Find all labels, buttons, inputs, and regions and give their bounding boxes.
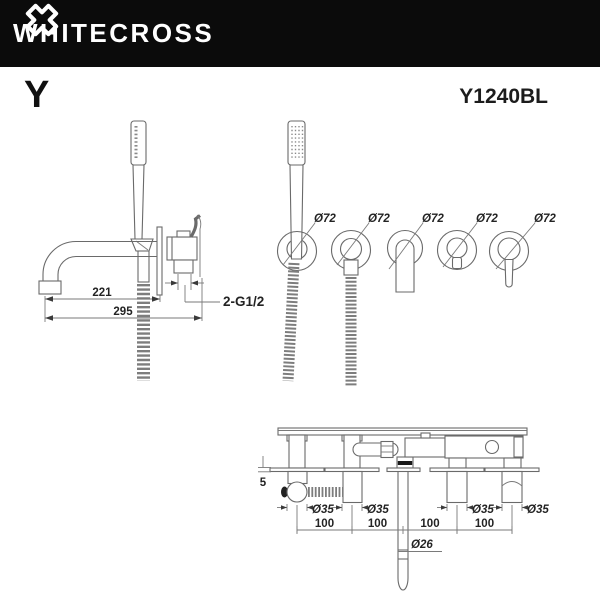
escutcheon-holder	[278, 165, 317, 271]
manifold-bar	[278, 428, 527, 435]
dim-100-label-3: 100	[420, 518, 440, 530]
dia72-label-2: Ø72	[368, 213, 390, 225]
hand-shower-side	[131, 121, 153, 282]
dim-295-label: 295	[113, 306, 133, 318]
dia72-label-4: Ø72	[476, 213, 498, 225]
model-number: Y1240BL	[459, 85, 548, 108]
dim-valve-diameters	[277, 504, 549, 516]
dia72-label-5: Ø72	[534, 213, 556, 225]
escutcheon-spout	[388, 231, 423, 293]
front-diameter-labels	[283, 213, 556, 269]
dia26-label: Ø26	[411, 539, 433, 551]
mixer-side	[167, 215, 201, 277]
dim-5-label: 5	[259, 477, 267, 489]
whitecross-x-icon	[22, 0, 62, 40]
dia35-label-2: Ø35	[367, 504, 389, 516]
dia35-label-1: Ø35	[312, 504, 334, 516]
escutcheon-valve-short	[438, 231, 477, 270]
series-label: Y	[24, 74, 50, 116]
escutcheon-valve-long	[490, 232, 529, 288]
dim-connection	[165, 274, 264, 309]
hose-front-1	[288, 263, 294, 381]
dim-221-label: 221	[92, 287, 112, 299]
dim-100-label-1: 100	[314, 518, 335, 530]
valve4-body-top	[502, 472, 522, 503]
side-view	[39, 121, 264, 381]
spout-body-top	[353, 442, 413, 469]
dim-connection-label: 2-G1/2	[223, 294, 265, 309]
dim-100-label-4: 100	[474, 518, 495, 530]
brand-header	[0, 0, 600, 67]
dia35-label-4: Ø35	[527, 504, 549, 516]
front-view	[278, 121, 557, 386]
holder-top	[281, 482, 343, 502]
hand-shower-front	[288, 121, 305, 165]
dim-plate-5	[258, 456, 271, 489]
escutcheon-hose-outlet	[332, 231, 371, 276]
dia72-label-3: Ø72	[422, 213, 444, 225]
mixer-block-top	[405, 433, 523, 458]
mixer-lever	[191, 216, 200, 238]
escutcheon-plates-top	[270, 468, 539, 472]
wall-plate-side	[157, 227, 162, 295]
top-view	[258, 428, 549, 590]
brand-name: WHITECROSS	[13, 18, 215, 48]
dim-100-label-2: 100	[367, 518, 388, 530]
dia72-label-1: Ø72	[314, 213, 336, 225]
dia35-label-3: Ø35	[472, 504, 494, 516]
